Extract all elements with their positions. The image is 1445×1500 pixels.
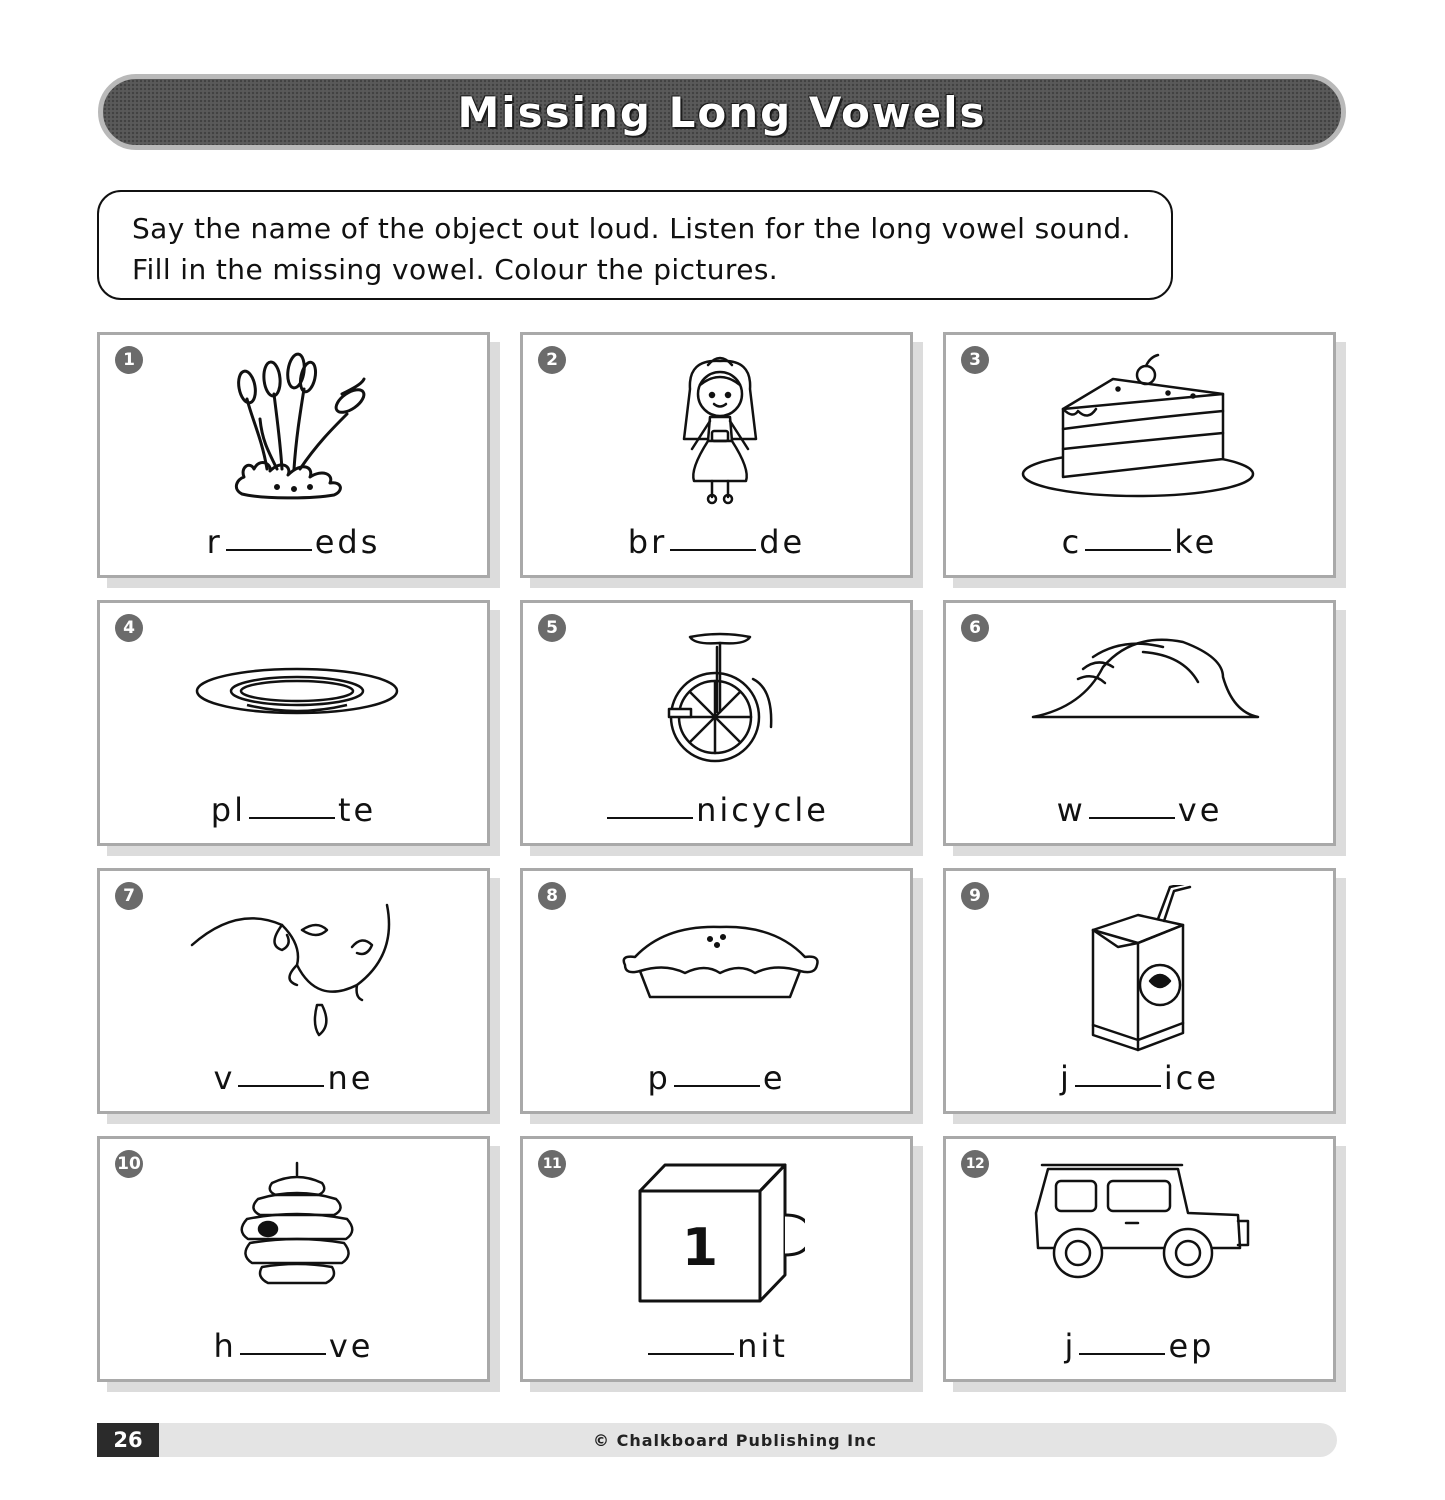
exercise-card-9 [943,868,1336,1114]
answer-blank[interactable] [1085,548,1171,551]
word-puzzle [946,1327,1333,1365]
bride-icon [660,349,780,509]
card-number: 6 [961,614,989,642]
wave-icon [1023,617,1263,777]
answer-blank[interactable] [226,548,312,551]
exercise-card-5 [520,600,913,846]
word-end: e [762,1059,786,1097]
exercise-card-6 [943,600,1336,846]
cube-number: 1 [681,1218,718,1278]
word-end: ve [328,1327,374,1365]
word-end: eds [314,523,381,561]
vine-icon [187,885,407,1045]
word-start: j [1059,1059,1072,1097]
juice-box-icon [1078,885,1208,1065]
copyright-text: © Chalkboard Publishing Inc [593,1430,877,1450]
exercise-grid [97,332,1336,1382]
footer-bar [159,1423,1337,1457]
unit-cube-icon [635,1153,805,1313]
exercise-card-8 [520,868,913,1114]
exercise-card-11 [520,1136,913,1382]
cake-icon [1018,349,1268,509]
reeds-icon [222,349,372,509]
answer-blank[interactable] [674,1084,760,1087]
word-puzzle [523,791,910,829]
exercise-card-10 [97,1136,490,1382]
exercise-card-3 [943,332,1336,578]
word-start: c [1061,523,1083,561]
word-puzzle [523,1059,910,1097]
word-start: br [627,523,668,561]
answer-blank[interactable] [240,1352,326,1355]
word-puzzle [946,1059,1333,1097]
exercise-card-7 [97,868,490,1114]
exercise-card-12 [943,1136,1336,1382]
card-number: 7 [115,882,143,910]
word-start: w [1056,791,1086,829]
exercise-card-4 [97,600,490,846]
card-number: 3 [961,346,989,374]
word-end: ice [1163,1059,1220,1097]
answer-blank[interactable] [648,1352,734,1355]
word-puzzle [523,523,910,561]
word-puzzle [523,1327,910,1365]
card-number: 12 [961,1150,989,1178]
word-start: r [206,523,223,561]
word-start: h [213,1327,237,1365]
answer-blank[interactable] [249,816,335,819]
card-number: 11 [538,1150,566,1178]
plate-icon [187,617,407,777]
card-number: 1 [115,346,143,374]
answer-blank[interactable] [607,816,693,819]
word-end: ve [1177,791,1223,829]
word-start: j [1064,1327,1077,1365]
word-puzzle [100,1059,487,1097]
instructions-box [97,190,1173,300]
page-title: Missing Long Vowels [457,87,987,137]
title-banner [98,74,1346,150]
unicycle-icon [645,617,795,777]
exercise-card-2 [520,332,913,578]
answer-blank[interactable] [238,1084,324,1087]
word-start: p [647,1059,671,1097]
word-puzzle [100,523,487,561]
word-end: nit [737,1327,788,1365]
answer-blank[interactable] [1089,816,1175,819]
jeep-icon [1028,1153,1258,1313]
page-number: 26 [97,1423,159,1457]
card-number: 2 [538,346,566,374]
answer-blank[interactable] [1079,1352,1165,1355]
answer-blank[interactable] [670,548,756,551]
word-start: pl [210,791,246,829]
card-number: 9 [961,882,989,910]
word-end: de [759,523,806,561]
word-puzzle [100,791,487,829]
word-puzzle [946,523,1333,561]
card-number: 10 [115,1150,143,1178]
card-number: 5 [538,614,566,642]
word-puzzle [946,791,1333,829]
card-number: 4 [115,614,143,642]
word-end: ne [327,1059,374,1097]
beehive-icon [222,1153,372,1313]
word-end: nicycle [696,791,829,829]
word-end: te [337,791,377,829]
word-puzzle [100,1327,487,1365]
word-end: ke [1174,523,1218,561]
exercise-card-1 [97,332,490,578]
instructions-text: Say the name of the object out loud. Listen for the long vowel sound. Fill in the missing vowel. Colour the pictures. [132,212,1131,286]
word-end: ep [1168,1327,1215,1365]
card-number: 8 [538,882,566,910]
pie-icon [605,885,835,1045]
word-start: v [213,1059,236,1097]
answer-blank[interactable] [1075,1084,1161,1087]
